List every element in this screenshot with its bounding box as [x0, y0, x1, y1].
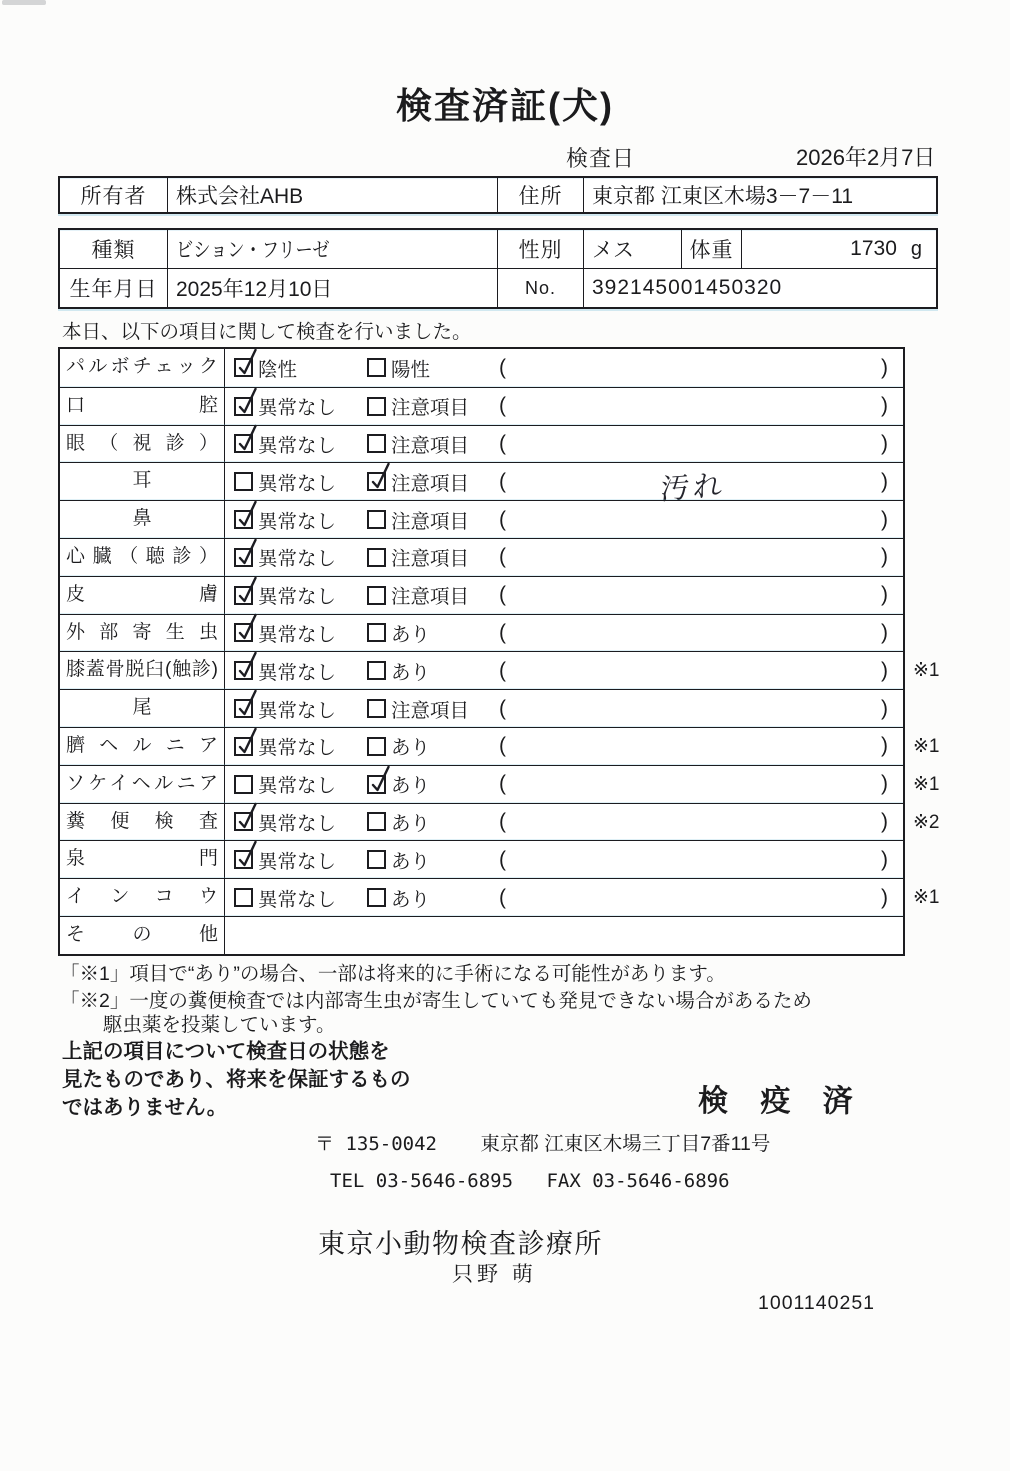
option-label: 異常なし [258, 586, 337, 609]
scan-artifact [2, 0, 46, 5]
item-result [225, 879, 903, 916]
open-paren: ( [499, 696, 506, 720]
weight-label: 体重 [682, 230, 742, 268]
owner-label: 所有者 [60, 178, 168, 212]
footnote-1: 「※1」項目で“あり”の場合、一部は将来的に手術になる可能性があります。 [60, 963, 726, 985]
item-result [225, 841, 903, 878]
option-label: 異常なし [258, 472, 337, 495]
checklist-row [60, 500, 903, 538]
close-paren: ) [881, 734, 888, 758]
checkbox-unchecked [234, 472, 253, 491]
address-value: 東京都 江東区木場3－7－11 [592, 185, 853, 208]
option-2 [367, 430, 499, 458]
option-label: 注意項目 [391, 548, 470, 571]
option-1 [234, 392, 367, 420]
close-paren: ) [881, 620, 888, 644]
veterinarian-name: 只野 萌 [452, 1263, 537, 1286]
checkbox-checked [234, 397, 253, 416]
checklist-table [58, 347, 940, 956]
option-label: 注意項目 [391, 510, 470, 533]
footnote-2: 「※2」一度の糞便検査では内部寄生虫が寄生していても発見できない場合があるため [60, 990, 812, 1012]
close-paren: ) [881, 885, 888, 909]
item-name: 糞便検査 [60, 804, 225, 841]
checklist-row [60, 387, 903, 425]
option-1 [234, 770, 367, 798]
intro-text: 本日、以下の項目に関して検査を行いました。 [62, 321, 472, 343]
option-label: 注意項目 [391, 586, 470, 609]
checkbox-checked [234, 812, 253, 831]
remark-marker: ※1 [913, 773, 940, 795]
open-paren: ( [499, 620, 506, 644]
owner-value: 株式会社AHB [168, 178, 498, 212]
option-label: 異常なし [258, 510, 337, 533]
checkbox-unchecked [367, 358, 386, 377]
option-1 [234, 430, 367, 458]
remark-marker: ※1 [913, 887, 940, 909]
weight-unit: g [910, 237, 922, 260]
option-2 [367, 354, 499, 382]
clinic-address: 東京都 江東区木場三丁目7番11号 [480, 1133, 771, 1155]
option-label: 異常なし [258, 623, 337, 646]
handwritten-note: 汚れ [659, 469, 728, 507]
address-label: 住所 [498, 178, 584, 212]
option-1 [234, 884, 367, 912]
checkbox-unchecked [367, 586, 386, 605]
disclaimer-line-2: 見たものであり、将来を保証するもの [62, 1068, 411, 1091]
item-result [225, 463, 903, 507]
checkbox-unchecked [367, 699, 386, 718]
checkbox-checked [234, 850, 253, 869]
checklist-row [60, 614, 903, 652]
option-label: 異常なし [258, 850, 337, 873]
option-label: 陽性 [391, 358, 431, 381]
checkbox-checked [367, 775, 386, 794]
option-1 [234, 543, 367, 571]
item-name: 外部寄生虫 [60, 615, 225, 652]
option-2 [367, 468, 499, 496]
item-name: パルボチェック [60, 349, 225, 387]
option-label: 異常なし [258, 775, 337, 798]
option-label: あり [391, 888, 431, 911]
close-paren: ) [881, 658, 888, 682]
option-label: 異常なし [258, 888, 337, 911]
checklist-row [60, 425, 903, 463]
option-label: あり [391, 737, 431, 760]
close-paren: ) [881, 847, 888, 871]
checklist-row [60, 462, 903, 507]
open-paren: ( [499, 809, 506, 833]
option-1 [234, 808, 367, 836]
clinic-postal-line [315, 1128, 770, 1156]
item-name: 尾 [60, 690, 225, 727]
owner-row [60, 178, 936, 212]
breed-text: ビション・フリーゼ [176, 239, 330, 262]
item-name: 皮膚 [60, 577, 225, 614]
checklist-row [60, 538, 903, 576]
checkbox-unchecked [367, 548, 386, 567]
serial-number: 1001140251 [758, 1292, 876, 1314]
checkbox-unchecked [367, 661, 386, 680]
checkbox-unchecked [234, 888, 253, 907]
option-label: あり [391, 623, 431, 646]
option-2 [367, 657, 499, 685]
option-label: あり [391, 661, 431, 684]
breed-row [60, 230, 936, 268]
item-result [225, 804, 903, 841]
close-paren: ) [881, 696, 888, 720]
item-result [225, 690, 903, 727]
option-2 [367, 808, 499, 836]
option-2 [367, 770, 499, 798]
item-name: ソケイヘルニア [60, 766, 225, 803]
option-label: 異常なし [258, 434, 337, 457]
close-paren: ) [881, 772, 888, 796]
option-2 [367, 695, 499, 723]
option-2 [367, 581, 499, 609]
document-title: 検査済証(犬) [396, 85, 614, 126]
item-result [225, 539, 903, 576]
option-label: 異常なし [258, 699, 337, 722]
option-2 [367, 884, 499, 912]
weight-value [742, 230, 936, 268]
item-result [225, 577, 903, 614]
disclaimer-text [62, 1038, 411, 1122]
checkbox-unchecked [367, 850, 386, 869]
checkbox-unchecked [234, 775, 253, 794]
open-paren: ( [499, 507, 506, 531]
open-paren: ( [499, 658, 506, 682]
item-result [225, 501, 903, 538]
item-name: 耳 [60, 463, 225, 500]
birth-value: 2025年12月10日 [168, 269, 498, 307]
open-paren: ( [499, 772, 506, 796]
breed-label: 種類 [60, 230, 168, 268]
checkbox-checked [234, 434, 253, 453]
option-label: 異常なし [258, 397, 337, 420]
item-result [225, 349, 903, 387]
checkbox-unchecked [367, 737, 386, 756]
option-2 [367, 506, 499, 534]
close-paren: ) [881, 545, 888, 569]
weight-number: 1730 [850, 237, 897, 260]
disclaimer-line-1: 上記の項目について検査日の状態を [62, 1040, 390, 1063]
open-paren: ( [499, 355, 506, 379]
checkbox-unchecked [367, 434, 386, 453]
option-1 [234, 354, 367, 382]
checklist-row [60, 576, 903, 614]
close-paren: ) [881, 469, 888, 493]
item-result [225, 766, 903, 803]
item-name: その他 [60, 917, 225, 954]
checkbox-unchecked [367, 397, 386, 416]
item-name: 口腔 [60, 388, 225, 425]
open-paren: ( [499, 469, 506, 493]
open-paren: ( [499, 545, 506, 569]
item-result [225, 728, 903, 765]
remark-marker: ※1 [913, 735, 940, 757]
checkbox-unchecked [367, 888, 386, 907]
option-2 [367, 619, 499, 647]
inspection-date-value: 2026年2月7日 [796, 145, 936, 170]
clinic-name: 東京小動物検査診療所 [318, 1229, 603, 1259]
close-paren: ) [881, 583, 888, 607]
checklist-row [60, 840, 903, 878]
close-paren: ) [881, 394, 888, 418]
open-paren: ( [499, 394, 506, 418]
option-label: 注意項目 [391, 699, 470, 722]
clinic-tel-line [330, 1170, 730, 1192]
checkbox-unchecked [367, 510, 386, 529]
remark-marker: ※2 [913, 811, 940, 833]
close-paren: ) [881, 355, 888, 379]
option-label: 注意項目 [391, 472, 470, 495]
item-name: 眼（視診） [60, 426, 225, 463]
close-paren: ) [881, 507, 888, 531]
checkbox-checked [234, 661, 253, 680]
checklist-row [60, 689, 903, 727]
item-name: 鼻 [60, 501, 225, 538]
checkbox-checked [234, 699, 253, 718]
option-label: 陰性 [258, 358, 298, 381]
item-name: 臍ヘルニア [60, 728, 225, 765]
option-label: 注意項目 [391, 434, 470, 457]
option-1 [234, 657, 367, 685]
checklist-row [60, 878, 940, 916]
item-result [225, 388, 903, 425]
option-label: 異常なし [258, 661, 337, 684]
option-2 [367, 543, 499, 571]
sex-value: メス [584, 230, 682, 268]
open-paren: ( [499, 885, 506, 909]
open-paren: ( [499, 734, 506, 758]
checkbox-checked [234, 358, 253, 377]
option-label: あり [391, 812, 431, 835]
checkbox-checked [234, 623, 253, 642]
birth-label: 生年月日 [60, 269, 168, 307]
option-2 [367, 392, 499, 420]
open-paren: ( [499, 583, 506, 607]
item-result [225, 615, 903, 652]
number-label: No. [498, 269, 584, 307]
item-name: 泉門 [60, 841, 225, 878]
option-1 [234, 468, 367, 496]
sex-label: 性別 [498, 230, 584, 268]
checklist-row [60, 803, 940, 841]
option-1 [234, 506, 367, 534]
checkbox-unchecked [367, 623, 386, 642]
postal-code: 〒 135-0042 [315, 1133, 437, 1155]
close-paren: ) [881, 431, 888, 455]
checkbox-checked [234, 737, 253, 756]
number-value: 392145001450320 [592, 276, 783, 299]
open-paren: ( [499, 431, 506, 455]
option-1 [234, 846, 367, 874]
checklist-row [60, 916, 903, 954]
checkbox-checked [234, 586, 253, 605]
option-1 [234, 581, 367, 609]
option-1 [234, 695, 367, 723]
birth-row [60, 268, 936, 307]
checkbox-checked [234, 548, 253, 567]
item-result [225, 652, 903, 689]
option-1 [234, 732, 367, 760]
owner-table [58, 176, 938, 214]
option-2 [367, 846, 499, 874]
disclaimer-line-3: ではありません。 [62, 1096, 228, 1119]
checklist-row [60, 727, 940, 765]
open-paren: ( [499, 847, 506, 871]
remark-marker: ※1 [913, 660, 940, 682]
item-name: 膝蓋骨脱臼(触診) [60, 652, 225, 689]
breed-value [168, 230, 498, 268]
checklist-row [60, 349, 903, 387]
option-label: あり [391, 775, 431, 798]
quarantine-stamp: 検 疫 済 [698, 1085, 865, 1118]
option-label: 異常なし [258, 548, 337, 571]
checkbox-checked [367, 472, 386, 491]
clinic-fax: FAX 03-5646-6896 [546, 1170, 730, 1192]
pet-table [58, 228, 938, 309]
option-label: 異常なし [258, 737, 337, 760]
option-1 [234, 619, 367, 647]
checklist-row [60, 765, 940, 803]
option-label: 異常なし [258, 812, 337, 835]
option-label: あり [391, 850, 431, 873]
inspection-date-label: 検査日 [566, 146, 636, 171]
option-label: 注意項目 [391, 397, 470, 420]
option-2 [367, 732, 499, 760]
close-paren: ) [881, 809, 888, 833]
item-name: インコウ [60, 879, 225, 916]
checkbox-unchecked [367, 812, 386, 831]
item-name: 心臓（聴診） [60, 539, 225, 576]
footnote-2-continued: 駆虫薬を投薬しています。 [103, 1014, 336, 1036]
checklist-row [60, 651, 940, 689]
checkbox-checked [234, 510, 253, 529]
item-result [225, 917, 903, 954]
clinic-tel: TEL 03-5646-6895 [330, 1170, 514, 1192]
